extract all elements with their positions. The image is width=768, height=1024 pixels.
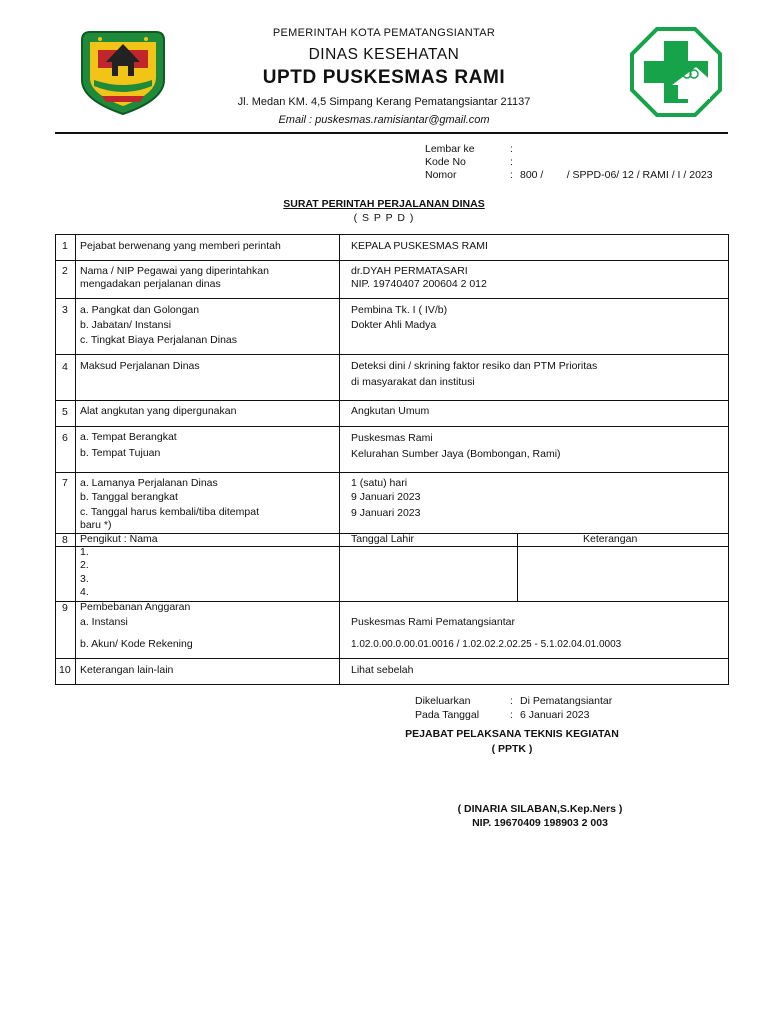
institution-email: Email : puskesmas.ramisiantar@gmail.com: [278, 114, 490, 126]
row-9-label-b: b. Akun/ Kode Rekening: [80, 638, 193, 650]
row-4-number: 4: [62, 361, 68, 373]
row-6-departure-place: Puskesmas Rami: [351, 432, 433, 444]
row-5-label: Alat angkutan yang dipergunakan: [80, 405, 237, 417]
row-8-note-header: Keterangan: [583, 533, 638, 545]
row-10-number: 10: [59, 664, 71, 676]
sheet-label: Lembar ke: [425, 143, 475, 155]
issued-place-value: Di Pematangsiantar: [520, 695, 613, 707]
row-4-purpose-line1: Deteksi dini / skrining faktor resiko dan PTM Prioritas: [351, 360, 598, 372]
row-3-number: 3: [62, 304, 68, 316]
row-7-return-date: 9 Januari 2023: [351, 507, 421, 519]
row-7-number: 7: [62, 477, 68, 489]
issued-date-row: [415, 709, 715, 723]
row-3-label-c: c. Tingkat Biaya Perjalanan Dinas: [80, 334, 238, 346]
government-name: PEMERINTAH KOTA PEMATANGSIANTAR: [272, 27, 496, 39]
row-6-number: 6: [62, 432, 68, 444]
row-9-account-code: 1.02.0.00.0.00.01.0016 / 1.02.02.2.02.25 - 5.1.02.04.01.0003: [351, 639, 622, 650]
row-2-number: 2: [62, 265, 68, 277]
row-7-label-c-line1: c. Tanggal harus kembali/tiba ditempat: [80, 506, 259, 518]
row-6-label-a: a. Tempat Berangkat: [80, 431, 177, 443]
row-6-label-b: b. Tempat Tujuan: [80, 447, 161, 459]
row-10-label: Keterangan lain-lain: [80, 664, 174, 676]
sppd-table: [55, 234, 729, 684]
row-3-label-b: b. Jabatan/ Instansi: [80, 319, 172, 331]
row-9-label-a: a. Instansi: [80, 616, 128, 628]
issued-place-label: Dikeluarkan: [415, 695, 471, 707]
issued-date-label: Pada Tanggal: [415, 709, 480, 721]
row-7-duration: 1 (satu) hari: [351, 477, 408, 489]
header-divider: [55, 132, 728, 134]
row-7-label-a: a. Lamanya Perjalanan Dinas: [80, 477, 218, 489]
row-2-label-line2: mengadakan perjalanan dinas: [80, 278, 221, 290]
row-5-transport: Angkutan Umum: [351, 405, 430, 417]
row-2-label-line1: Nama / NIP Pegawai yang diperintahkan: [80, 265, 269, 277]
sheet-colon: :: [510, 143, 513, 155]
row-7-label-b: b. Tanggal berangkat: [80, 491, 178, 503]
issued-date-colon: :: [510, 709, 513, 721]
code-label: Kode No: [425, 156, 466, 168]
row-7-departure-date: 9 Januari 2023: [351, 491, 421, 503]
row-9-budget-agency: Puskesmas Rami Pematangsiantar: [351, 616, 515, 628]
number-colon: :: [510, 169, 513, 181]
row-8-number: 8: [62, 534, 68, 546]
row-2-employee-name: dr.DYAH PERMATASARI: [351, 265, 468, 277]
row-7-label-c-line2: baru *): [80, 519, 112, 531]
follower-item-3: 3.: [80, 573, 89, 585]
institution-name: UPTD PUSKESMAS RAMI: [262, 67, 506, 88]
signatory-name: ( DINARIA SILABAN,S.Kep.Ners ): [457, 803, 623, 815]
follower-item-4: 4.: [80, 586, 89, 598]
issued-place-row: [415, 695, 715, 709]
row-6-destination: Kelurahan Sumber Jaya (Bombongan, Rami): [351, 448, 561, 460]
document-title: SURAT PERINTAH PERJALANAN DINAS: [283, 198, 485, 210]
row-8-birthdate-header: Tanggal Lahir: [351, 533, 415, 545]
signatory-nip: NIP. 19670409 198903 2 003: [472, 817, 608, 829]
code-colon: :: [510, 156, 513, 168]
row-1-label: Pejabat berwenang yang memberi perintah: [80, 240, 281, 252]
department-name: DINAS KESEHATAN: [308, 46, 460, 63]
follower-item-2: 2.: [80, 559, 89, 571]
row-1-number: 1: [62, 240, 68, 252]
row-3-rank: Pembina Tk. I ( IV/b): [351, 304, 448, 316]
row-5-number: 5: [62, 406, 68, 418]
issued-date-value: 6 Januari 2023: [520, 709, 590, 721]
row-4-label: Maksud Perjalanan Dinas: [80, 360, 200, 372]
row-4-purpose-line2: di masyarakat dan institusi: [351, 376, 475, 388]
number-label: Nomor: [425, 169, 457, 181]
row-1-value: KEPALA PUSKESMAS RAMI: [351, 240, 488, 252]
row-3-label-a: a. Pangkat dan Golongan: [80, 304, 200, 316]
row-3-position: Dokter Ahli Madya: [351, 319, 437, 331]
issued-place-colon: :: [510, 695, 513, 707]
document-subtitle: ( S P P D ): [353, 212, 415, 224]
row-8-label: Pengikut : Nama: [80, 533, 158, 545]
row-10-value: Lihat sebelah: [351, 664, 414, 676]
signatory-role-abbr: ( PPTK ): [491, 743, 533, 755]
row-9-label: Pembebanan Anggaran: [80, 601, 191, 613]
institution-address: Jl. Medan KM. 4,5 Simpang Kerang Pematangsiantar 21137: [237, 96, 531, 108]
number-value: 800 / / SPPD-06/ 12 / RAMI / I / 2023: [520, 169, 713, 181]
row-2-employee-nip: NIP. 19740407 200604 2 012: [351, 278, 487, 290]
signatory-role: PEJABAT PELAKSANA TEKNIS KEGIATAN: [405, 728, 619, 740]
row-9-number: 9: [62, 602, 68, 614]
follower-item-1: 1.: [80, 546, 89, 558]
